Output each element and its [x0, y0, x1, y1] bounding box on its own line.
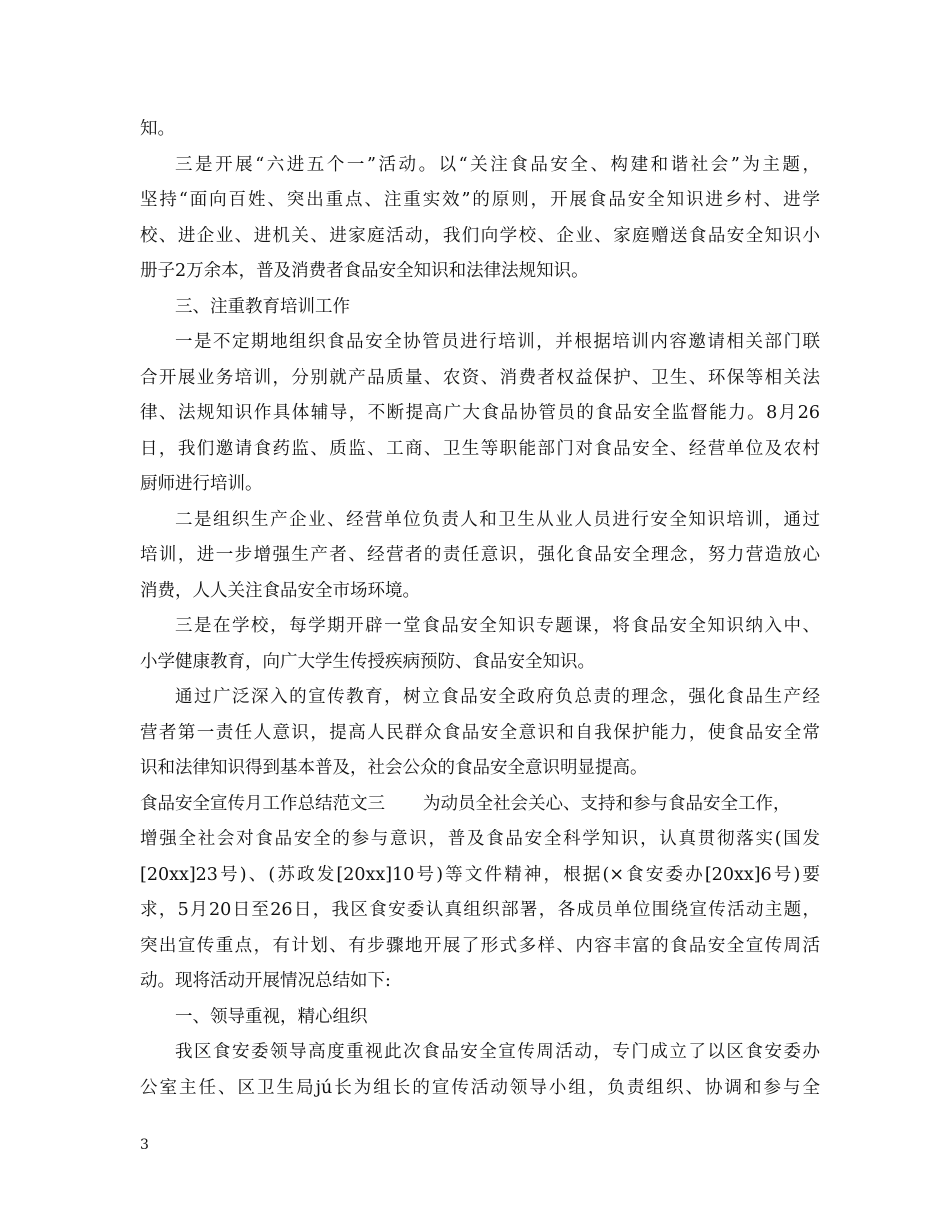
text-line: 动。现将活动开展情况总结如下:: [140, 971, 391, 991]
text-line: 一是不定期地组织食品安全协管员进行培训，并根据培训内容邀请相关部门联: [175, 332, 820, 352]
section-heading: 一、领导重视，精心组织: [175, 1006, 368, 1027]
text-line: 公室主任、区卫生局jú长为组长的宣传活动领导小组，负责组织、协调和参与全: [140, 1077, 820, 1098]
text-line: 二是组织生产企业、经营单位负责人和卫生从业人员进行安全知识培训，通过: [175, 509, 820, 530]
text-line: 通过广泛深入的宣传教育，树立食品安全政府负总责的理念，强化食品生产经: [175, 687, 820, 707]
text-line: 增强全社会对食品安全的参与意识，普及食品安全科学知识，认真贯彻落实(国发: [140, 829, 820, 849]
section-heading: 三、注重教育培训工作: [175, 296, 350, 317]
page-number: 3: [140, 1137, 149, 1153]
text-line: 律、法规知识作具体辅导，不断提高广大食品协管员的食品安全监督能力。8月26: [140, 403, 820, 423]
section-title: 食品安全宣传月工作总结范文三: [140, 793, 385, 814]
text-line: 三是开展“六进五个一”活动。以“关注食品安全、构建和谐社会”为主题，: [175, 154, 820, 175]
text-fragment: 为动员全社会关心、支持和参与食品安全工作，: [423, 793, 791, 814]
text-line: 求，5月20日至26日，我区食安委认真组织部署，各成员单位围绕宣传活动主题，: [140, 900, 820, 920]
text-line: 培训，进一步增强生产者、经营者的责任意识，强化食品安全理念，努力营造放心: [140, 545, 820, 565]
text-line: 识和法律知识得到基本普及，社会公众的食品安全意识明显提高。: [140, 758, 648, 778]
text-line: 校、进企业、进机关、进家庭活动，我们向学校、企业、家庭赠送食品安全知识小: [140, 225, 820, 246]
text-line: 我区食安委领导高度重视此次食品安全宣传周活动，专门成立了以区食安委办: [175, 1042, 820, 1062]
text-line: 突出宣传重点，有计划、有步骤地开展了形式多样、内容丰富的食品安全宣传周活: [140, 935, 820, 956]
text-line: 厨师进行培训。: [140, 474, 263, 494]
text-line: 三是在学校，每学期开辟一堂食品安全知识专题课，将食品安全知识纳入中、: [175, 616, 820, 636]
document-body: [140, 112, 820, 1106]
text-line: 合开展业务培训，分别就产品质量、农资、消费者权益保护、卫生、环保等相关法: [140, 367, 820, 388]
text-line: 坚持“面向百姓、突出重点、注重实效”的原则，开展食品安全知识进乡村、进学: [140, 190, 820, 210]
text-line: 册子2万余本，普及消费者食品安全知识和法律法规知识。: [140, 261, 589, 281]
text-line: 消费，人人关注食品安全市场环境。: [140, 580, 420, 601]
text-line-with-title: [140, 787, 820, 823]
text-line: 日，我们邀请食药监、质监、工商、卫生等职能部门对食品安全、经营单位及农村: [140, 438, 820, 459]
text-line: 知。: [140, 119, 175, 139]
text-line: 营者第一责任人意识，提高人民群众食品安全意识和自我保护能力，使食品安全常: [140, 722, 820, 743]
text-line: [20xx]23号)、(苏政发[20xx]10号)等文件精神，根据(×食安委办[20xx]6号)要: [140, 864, 820, 885]
text-line: 小学健康教育，向广大学生传授疾病预防、食品安全知识。: [140, 651, 595, 672]
